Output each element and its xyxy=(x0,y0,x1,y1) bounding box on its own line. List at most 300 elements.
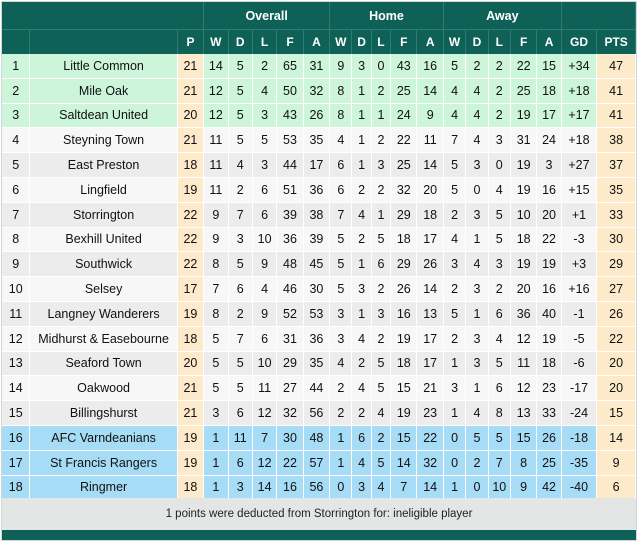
away-drawn-cell: 0 xyxy=(466,476,488,501)
goal-difference-cell: -24 xyxy=(562,401,598,426)
table-row xyxy=(2,327,636,352)
league-table xyxy=(2,2,636,500)
home-against-cell: 14 xyxy=(417,153,443,178)
overall-lost-cell: 10 xyxy=(253,228,277,253)
overall-against-cell: 30 xyxy=(304,277,330,302)
overall-against-cell: 32 xyxy=(304,79,330,104)
col-home-d: D xyxy=(352,29,371,54)
away-for-cell: 15 xyxy=(511,426,537,451)
away-won-cell: 0 xyxy=(444,451,466,476)
home-lost-cell: 5 xyxy=(372,352,391,377)
position-cell: 17 xyxy=(2,451,30,476)
away-for-cell: 8 xyxy=(511,451,537,476)
home-drawn-cell: 1 xyxy=(352,128,371,153)
home-for-cell: 24 xyxy=(391,104,417,129)
position-cell: 6 xyxy=(2,178,30,203)
home-for-cell: 25 xyxy=(391,153,417,178)
overall-won-cell: 1 xyxy=(204,476,228,501)
away-lost-cell: 3 xyxy=(489,252,511,277)
home-for-cell: 29 xyxy=(391,203,417,228)
position-cell: 4 xyxy=(2,128,30,153)
home-drawn-cell: 1 xyxy=(352,302,371,327)
home-drawn-cell: 1 xyxy=(352,104,371,129)
away-against-cell: 16 xyxy=(537,277,561,302)
played-cell: 20 xyxy=(178,352,204,377)
away-won-cell: 4 xyxy=(444,228,466,253)
away-won-cell: 5 xyxy=(444,178,466,203)
away-won-cell: 1 xyxy=(444,401,466,426)
home-lost-cell: 3 xyxy=(372,153,391,178)
played-cell: 17 xyxy=(178,277,204,302)
home-drawn-cell: 4 xyxy=(352,327,371,352)
away-against-cell: 25 xyxy=(537,451,561,476)
overall-drawn-cell: 6 xyxy=(229,451,253,476)
overall-lost-cell: 7 xyxy=(253,426,277,451)
away-won-cell: 2 xyxy=(444,277,466,302)
footnote: 1 points were deducted from Storrington for: ineligible player xyxy=(2,498,636,530)
points-cell: 6 xyxy=(597,476,636,501)
overall-against-cell: 38 xyxy=(304,203,330,228)
home-for-cell: 25 xyxy=(391,79,417,104)
played-cell: 18 xyxy=(178,327,204,352)
overall-won-cell: 3 xyxy=(204,401,228,426)
home-drawn-cell: 1 xyxy=(352,153,371,178)
overall-for-cell: 27 xyxy=(277,376,303,401)
away-lost-cell: 2 xyxy=(489,277,511,302)
team-name-cell: Oakwood xyxy=(30,376,177,401)
col-goal-difference: GD xyxy=(562,29,598,54)
home-against-cell: 18 xyxy=(417,203,443,228)
overall-drawn-cell: 6 xyxy=(229,277,253,302)
away-drawn-cell: 5 xyxy=(466,426,488,451)
home-against-cell: 21 xyxy=(417,376,443,401)
away-won-cell: 5 xyxy=(444,302,466,327)
away-for-cell: 9 xyxy=(511,476,537,501)
overall-drawn-cell: 3 xyxy=(229,476,253,501)
team-name-cell: AFC Varndeanians xyxy=(30,426,177,451)
overall-for-cell: 36 xyxy=(277,228,303,253)
overall-lost-cell: 6 xyxy=(253,178,277,203)
away-for-cell: 19 xyxy=(511,252,537,277)
position-cell: 5 xyxy=(2,153,30,178)
away-lost-cell: 5 xyxy=(489,352,511,377)
home-won-cell: 3 xyxy=(330,327,352,352)
home-for-cell: 16 xyxy=(391,302,417,327)
played-cell: 18 xyxy=(178,476,204,501)
away-lost-cell: 5 xyxy=(489,228,511,253)
away-lost-cell: 8 xyxy=(489,401,511,426)
league-table-widget xyxy=(1,1,637,541)
overall-for-cell: 16 xyxy=(277,476,303,501)
away-against-cell: 40 xyxy=(537,302,561,327)
table-row xyxy=(2,476,636,501)
away-drawn-cell: 4 xyxy=(466,401,488,426)
overall-drawn-cell: 2 xyxy=(229,302,253,327)
goal-difference-cell: +34 xyxy=(562,54,598,79)
home-drawn-cell: 4 xyxy=(352,203,371,228)
overall-drawn-cell: 5 xyxy=(229,252,253,277)
home-against-cell: 14 xyxy=(417,476,443,501)
away-lost-cell: 7 xyxy=(489,451,511,476)
overall-lost-cell: 6 xyxy=(253,327,277,352)
away-lost-cell: 6 xyxy=(489,302,511,327)
overall-for-cell: 65 xyxy=(277,54,303,79)
away-against-cell: 23 xyxy=(537,376,561,401)
table-body xyxy=(2,54,636,500)
away-drawn-cell: 3 xyxy=(466,203,488,228)
col-home-a: A xyxy=(417,29,443,54)
played-cell: 21 xyxy=(178,54,204,79)
home-for-cell: 26 xyxy=(391,277,417,302)
table-row xyxy=(2,401,636,426)
overall-drawn-cell: 5 xyxy=(229,79,253,104)
home-lost-cell: 0 xyxy=(372,54,391,79)
overall-drawn-cell: 5 xyxy=(229,54,253,79)
home-drawn-cell: 3 xyxy=(352,54,371,79)
home-drawn-cell: 6 xyxy=(352,426,371,451)
away-drawn-cell: 4 xyxy=(466,128,488,153)
home-against-cell: 16 xyxy=(417,54,443,79)
away-for-cell: 12 xyxy=(511,327,537,352)
team-name-cell: Southwick xyxy=(30,252,177,277)
home-drawn-cell: 1 xyxy=(352,252,371,277)
overall-against-cell: 44 xyxy=(304,376,330,401)
home-lost-cell: 2 xyxy=(372,426,391,451)
away-drawn-cell: 3 xyxy=(466,327,488,352)
home-against-cell: 23 xyxy=(417,401,443,426)
table-row xyxy=(2,104,636,129)
away-for-cell: 10 xyxy=(511,203,537,228)
overall-against-cell: 45 xyxy=(304,252,330,277)
home-lost-cell: 5 xyxy=(372,376,391,401)
home-lost-cell: 5 xyxy=(372,451,391,476)
header-blank-right xyxy=(562,2,636,29)
overall-lost-cell: 5 xyxy=(253,128,277,153)
overall-against-cell: 26 xyxy=(304,104,330,129)
overall-for-cell: 53 xyxy=(277,128,303,153)
overall-lost-cell: 9 xyxy=(253,252,277,277)
points-cell: 41 xyxy=(597,104,636,129)
position-cell: 2 xyxy=(2,79,30,104)
home-won-cell: 1 xyxy=(330,426,352,451)
table-row xyxy=(2,277,636,302)
away-won-cell: 7 xyxy=(444,128,466,153)
away-lost-cell: 6 xyxy=(489,376,511,401)
points-cell: 20 xyxy=(597,376,636,401)
table-row xyxy=(2,153,636,178)
bottom-bar xyxy=(2,530,636,540)
col-overall-w: W xyxy=(204,29,228,54)
home-lost-cell: 4 xyxy=(372,476,391,501)
played-cell: 19 xyxy=(178,302,204,327)
goal-difference-cell: +3 xyxy=(562,252,598,277)
overall-won-cell: 8 xyxy=(204,302,228,327)
overall-won-cell: 9 xyxy=(204,228,228,253)
overall-won-cell: 8 xyxy=(204,252,228,277)
away-won-cell: 5 xyxy=(444,54,466,79)
overall-lost-cell: 4 xyxy=(253,79,277,104)
col-overall-l: L xyxy=(253,29,277,54)
overall-drawn-cell: 5 xyxy=(229,376,253,401)
away-for-cell: 18 xyxy=(511,228,537,253)
away-against-cell: 22 xyxy=(537,228,561,253)
home-against-cell: 26 xyxy=(417,252,443,277)
overall-lost-cell: 12 xyxy=(253,401,277,426)
away-lost-cell: 5 xyxy=(489,203,511,228)
away-lost-cell: 5 xyxy=(489,426,511,451)
overall-won-cell: 11 xyxy=(204,153,228,178)
overall-against-cell: 35 xyxy=(304,128,330,153)
away-for-cell: 19 xyxy=(511,178,537,203)
home-won-cell: 7 xyxy=(330,203,352,228)
away-drawn-cell: 4 xyxy=(466,79,488,104)
position-cell: 13 xyxy=(2,352,30,377)
table-row xyxy=(2,376,636,401)
team-name-cell: Selsey xyxy=(30,277,177,302)
played-cell: 21 xyxy=(178,376,204,401)
goal-difference-cell: +18 xyxy=(562,79,598,104)
col-home-w: W xyxy=(330,29,352,54)
home-for-cell: 14 xyxy=(391,451,417,476)
goal-difference-cell: +27 xyxy=(562,153,598,178)
col-overall-d: D xyxy=(229,29,253,54)
home-for-cell: 22 xyxy=(391,128,417,153)
home-drawn-cell: 2 xyxy=(352,178,371,203)
away-for-cell: 31 xyxy=(511,128,537,153)
home-against-cell: 20 xyxy=(417,178,443,203)
played-cell: 21 xyxy=(178,128,204,153)
overall-lost-cell: 3 xyxy=(253,153,277,178)
home-won-cell: 6 xyxy=(330,178,352,203)
away-lost-cell: 2 xyxy=(489,54,511,79)
home-drawn-cell: 2 xyxy=(352,401,371,426)
goal-difference-cell: +16 xyxy=(562,277,598,302)
overall-won-cell: 1 xyxy=(204,451,228,476)
position-cell: 18 xyxy=(2,476,30,501)
col-away-d: D xyxy=(466,29,488,54)
home-won-cell: 5 xyxy=(330,277,352,302)
home-lost-cell: 6 xyxy=(372,252,391,277)
home-for-cell: 15 xyxy=(391,426,417,451)
position-cell: 16 xyxy=(2,426,30,451)
overall-drawn-cell: 7 xyxy=(229,327,253,352)
position-cell: 15 xyxy=(2,401,30,426)
table-row xyxy=(2,54,636,79)
table-row xyxy=(2,302,636,327)
overall-drawn-cell: 3 xyxy=(229,228,253,253)
points-cell: 37 xyxy=(597,153,636,178)
overall-against-cell: 56 xyxy=(304,476,330,501)
position-cell: 3 xyxy=(2,104,30,129)
table-row xyxy=(2,426,636,451)
away-drawn-cell: 2 xyxy=(466,54,488,79)
home-lost-cell: 1 xyxy=(372,104,391,129)
away-for-cell: 19 xyxy=(511,153,537,178)
overall-drawn-cell: 4 xyxy=(229,153,253,178)
team-name-cell: Billingshurst xyxy=(30,401,177,426)
home-won-cell: 3 xyxy=(330,302,352,327)
home-lost-cell: 2 xyxy=(372,128,391,153)
points-cell: 29 xyxy=(597,252,636,277)
overall-won-cell: 7 xyxy=(204,277,228,302)
home-won-cell: 8 xyxy=(330,104,352,129)
position-cell: 14 xyxy=(2,376,30,401)
overall-won-cell: 5 xyxy=(204,376,228,401)
home-lost-cell: 3 xyxy=(372,302,391,327)
col-overall-f: F xyxy=(277,29,303,54)
col-team xyxy=(30,29,177,54)
away-against-cell: 18 xyxy=(537,352,561,377)
overall-for-cell: 39 xyxy=(277,203,303,228)
team-name-cell: Seaford Town xyxy=(30,352,177,377)
home-for-cell: 7 xyxy=(391,476,417,501)
away-lost-cell: 10 xyxy=(489,476,511,501)
away-drawn-cell: 3 xyxy=(466,352,488,377)
away-drawn-cell: 3 xyxy=(466,153,488,178)
away-for-cell: 36 xyxy=(511,302,537,327)
home-won-cell: 1 xyxy=(330,451,352,476)
away-lost-cell: 4 xyxy=(489,327,511,352)
overall-against-cell: 53 xyxy=(304,302,330,327)
points-cell: 38 xyxy=(597,128,636,153)
away-won-cell: 3 xyxy=(444,376,466,401)
away-against-cell: 16 xyxy=(537,178,561,203)
col-home-f: F xyxy=(391,29,417,54)
overall-won-cell: 11 xyxy=(204,178,228,203)
home-won-cell: 0 xyxy=(330,476,352,501)
home-against-cell: 17 xyxy=(417,228,443,253)
overall-won-cell: 11 xyxy=(204,128,228,153)
home-drawn-cell: 2 xyxy=(352,228,371,253)
overall-won-cell: 5 xyxy=(204,352,228,377)
home-drawn-cell: 3 xyxy=(352,476,371,501)
goal-difference-cell: -5 xyxy=(562,327,598,352)
home-lost-cell: 2 xyxy=(372,178,391,203)
points-cell: 47 xyxy=(597,54,636,79)
overall-for-cell: 52 xyxy=(277,302,303,327)
overall-against-cell: 31 xyxy=(304,54,330,79)
col-away-a: A xyxy=(537,29,561,54)
overall-for-cell: 22 xyxy=(277,451,303,476)
home-against-cell: 32 xyxy=(417,451,443,476)
home-lost-cell: 4 xyxy=(372,401,391,426)
goal-difference-cell: -3 xyxy=(562,228,598,253)
played-cell: 22 xyxy=(178,203,204,228)
home-won-cell: 5 xyxy=(330,228,352,253)
points-cell: 15 xyxy=(597,401,636,426)
home-lost-cell: 2 xyxy=(372,79,391,104)
overall-for-cell: 46 xyxy=(277,277,303,302)
team-name-cell: East Preston xyxy=(30,153,177,178)
overall-for-cell: 51 xyxy=(277,178,303,203)
overall-for-cell: 50 xyxy=(277,79,303,104)
col-points: PTS xyxy=(597,29,636,54)
overall-drawn-cell: 5 xyxy=(229,128,253,153)
away-for-cell: 22 xyxy=(511,54,537,79)
away-drawn-cell: 4 xyxy=(466,252,488,277)
home-drawn-cell: 1 xyxy=(352,79,371,104)
goal-difference-cell: -17 xyxy=(562,376,598,401)
away-against-cell: 26 xyxy=(537,426,561,451)
group-overall: Overall xyxy=(204,2,330,29)
away-against-cell: 15 xyxy=(537,54,561,79)
overall-against-cell: 36 xyxy=(304,178,330,203)
overall-drawn-cell: 6 xyxy=(229,401,253,426)
team-name-cell: Lingfield xyxy=(30,178,177,203)
away-won-cell: 4 xyxy=(444,104,466,129)
away-won-cell: 3 xyxy=(444,252,466,277)
table-row xyxy=(2,252,636,277)
played-cell: 18 xyxy=(178,153,204,178)
home-for-cell: 32 xyxy=(391,178,417,203)
overall-for-cell: 43 xyxy=(277,104,303,129)
played-cell: 19 xyxy=(178,426,204,451)
home-drawn-cell: 4 xyxy=(352,376,371,401)
table-row xyxy=(2,352,636,377)
home-won-cell: 6 xyxy=(330,153,352,178)
home-for-cell: 18 xyxy=(391,228,417,253)
overall-against-cell: 35 xyxy=(304,352,330,377)
overall-against-cell: 17 xyxy=(304,153,330,178)
away-won-cell: 2 xyxy=(444,203,466,228)
away-lost-cell: 3 xyxy=(489,128,511,153)
away-against-cell: 18 xyxy=(537,79,561,104)
position-cell: 7 xyxy=(2,203,30,228)
overall-for-cell: 31 xyxy=(277,327,303,352)
away-lost-cell: 2 xyxy=(489,104,511,129)
home-against-cell: 22 xyxy=(417,426,443,451)
team-name-cell: St Francis Rangers xyxy=(30,451,177,476)
points-cell: 27 xyxy=(597,277,636,302)
overall-for-cell: 29 xyxy=(277,352,303,377)
overall-won-cell: 12 xyxy=(204,79,228,104)
overall-lost-cell: 10 xyxy=(253,352,277,377)
position-cell: 9 xyxy=(2,252,30,277)
away-won-cell: 4 xyxy=(444,79,466,104)
goal-difference-cell: +1 xyxy=(562,203,598,228)
overall-for-cell: 30 xyxy=(277,426,303,451)
position-cell: 8 xyxy=(2,228,30,253)
overall-lost-cell: 12 xyxy=(253,451,277,476)
col-overall-a: A xyxy=(304,29,330,54)
points-cell: 26 xyxy=(597,302,636,327)
home-lost-cell: 2 xyxy=(372,327,391,352)
home-against-cell: 17 xyxy=(417,327,443,352)
overall-for-cell: 32 xyxy=(277,401,303,426)
group-away: Away xyxy=(444,2,562,29)
home-for-cell: 29 xyxy=(391,252,417,277)
table-row xyxy=(2,178,636,203)
home-lost-cell: 2 xyxy=(372,277,391,302)
position-cell: 10 xyxy=(2,277,30,302)
away-won-cell: 0 xyxy=(444,426,466,451)
overall-against-cell: 57 xyxy=(304,451,330,476)
overall-against-cell: 48 xyxy=(304,426,330,451)
away-against-cell: 20 xyxy=(537,203,561,228)
overall-for-cell: 48 xyxy=(277,252,303,277)
position-cell: 12 xyxy=(2,327,30,352)
table-row xyxy=(2,228,636,253)
home-for-cell: 43 xyxy=(391,54,417,79)
home-drawn-cell: 4 xyxy=(352,451,371,476)
overall-lost-cell: 9 xyxy=(253,302,277,327)
away-against-cell: 33 xyxy=(537,401,561,426)
home-against-cell: 14 xyxy=(417,79,443,104)
team-name-cell: Mile Oak xyxy=(30,79,177,104)
away-for-cell: 12 xyxy=(511,376,537,401)
points-cell: 33 xyxy=(597,203,636,228)
home-against-cell: 14 xyxy=(417,277,443,302)
